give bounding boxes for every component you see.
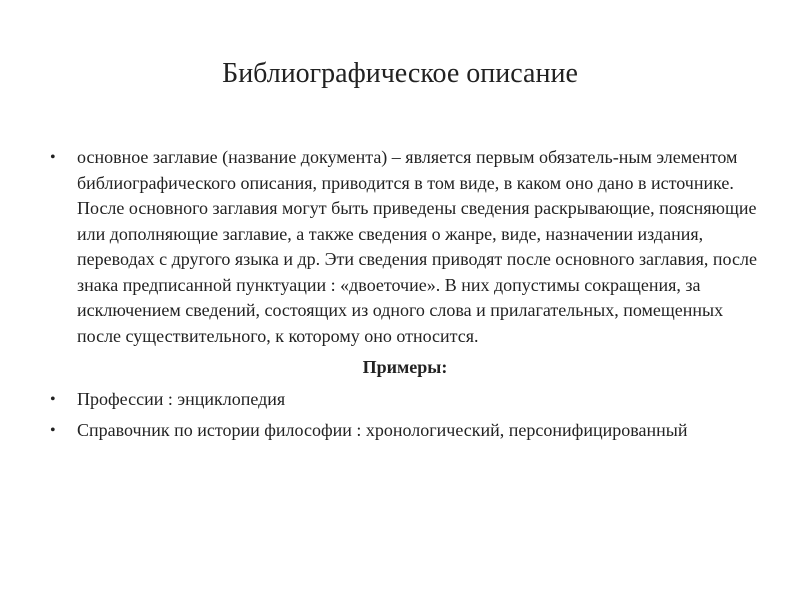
bullet-item-example-2	[50, 418, 760, 444]
bullet-icon: •	[50, 149, 56, 166]
slide-content	[50, 145, 760, 450]
bullet-icon: •	[50, 390, 56, 408]
bullet-item-example-1	[50, 387, 760, 413]
bullet-text-main: основное заглавие (название документа) – является первым обязатель-ным элементом библиографического описания, приводится в том виде, в каком оно дано в источнике. После основного заглавия могут быть приведены сведения раскрывающие, поясняющие или дополняющие заглавие, а также сведения о жанре, виде, назначении издания, переводах с другого языка и др. Эти сведения приводят после основного заглавия, после знака предписанной пунктуации : «двоеточие». В них допустимы сокращения, за исключением сведений, состоящих из одного слова и прилагательных, помещенных после существительного, к которому оно относится.	[77, 147, 757, 346]
bullet-icon: •	[50, 422, 56, 439]
bullet-text-example-1: Профессии : энциклопедия	[77, 388, 286, 409]
bullet-item-main	[50, 145, 760, 349]
examples-heading: Примеры:	[362, 357, 448, 377]
bullet-text-example-2: Справочник по истории философии : хронологический, персонифицированный	[77, 420, 688, 440]
slide-title: Библиографическое описание	[222, 58, 578, 89]
